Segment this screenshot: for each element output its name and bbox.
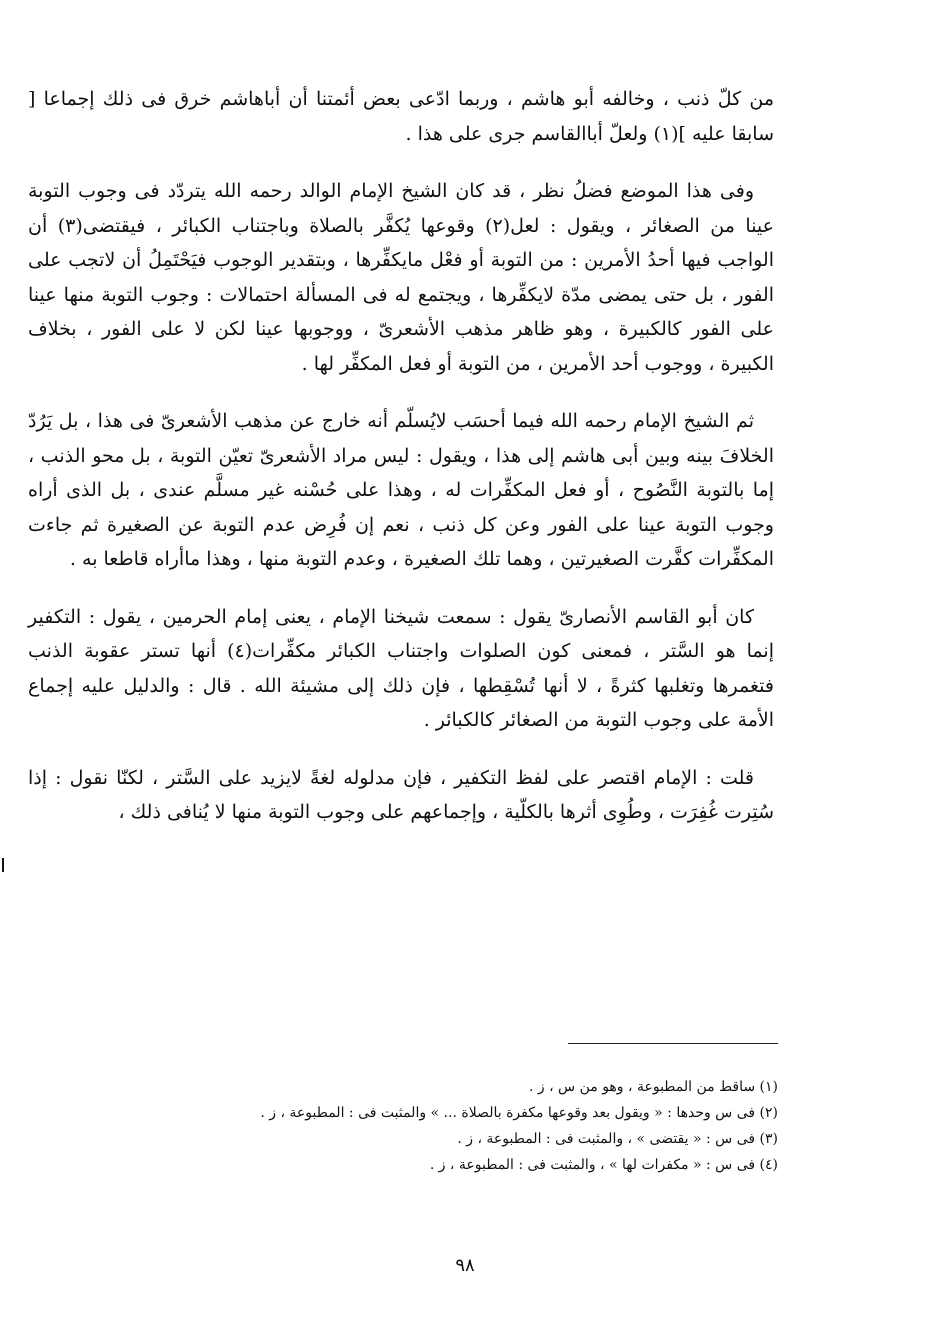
footnote: (٢) فى س وحدها : « ويقول بعد وقوعها مكفرة بالصلاة ... » والمثبت فى : المطبوعة ، ز . xyxy=(260,1105,778,1121)
paragraph: من كلّ ذنب ، وخالفه أبو هاشم ، وربما ادّعى بعض أئمتنا أن أباهاشم خرق فى ذلك إجماعا [ سابقا عليه ](١) ولعلّ أباالقاسم جرى على هذا . xyxy=(28,88,774,145)
footnote: (١) ساقط من المطبوعة ، وهو من س ، ز . xyxy=(528,1079,778,1095)
main-text xyxy=(28,82,774,853)
paragraph: ثم الشيخ الإمام رحمه الله فيما أحسَب لايُسلّم أنه خارج عن مذهب الأشعرىّ فى هذا ، بل يَرُدّ الخلافَ بينه وبين أبى هاشم إلى هذا ، ويقول : ليس مراد الأشعرىّ تعيّن التوبة ، بل محو الذنب ، إما بالتوبة النَّصُوح ، أو فعل المكفِّرات له ، وهذا على حُسْنه غير مسلَّم عندى ، بل الذى أراه وجوب التوبة عينا على الفور وعن كل ذنب ، نعم إن فُرِض عدم التوبة عن الصغيرة ثم جاءت المكفِّرات كفَّرت الصغيرتين ، وهما تلك الصغيرة ، وعدم التوبة منها ، وهذا ماأراه قاطعا به . xyxy=(28,410,774,570)
footnote-separator xyxy=(568,1043,778,1044)
footnotes xyxy=(110,1074,778,1178)
paragraph: كان أبو القاسم الأنصارىّ يقول : سمعت شيخنا الإمام ، يعنى إمام الحرمين ، يقول : التكفير إنما هو السَّتر ، فمعنى كون الصلوات واجتناب الكبائر مكفِّرات(٤) أنها تستر عقوبة الذنب فتغمرها وتغلبها كثرةً ، لا أنها تُسْقِطها ، فإن ذلك إلى مشيئة الله . قال : والدليل عليه إجماع الأمة على وجوب التوبة من الصغائر كالكبائر . xyxy=(28,605,774,731)
footnote: (٣) فى س : « يقتضى » ، والمثبت فى : المطبوعة ، ز . xyxy=(457,1131,778,1147)
footnote: (٤) فى س : « مكفرات لها » ، والمثبت فى : المطبوعة ، ز . xyxy=(429,1157,778,1173)
paragraph: وفى هذا الموضع فضلُ نظر ، قد كان الشيخ الإمام الوالد رحمه الله يتردّد فى وجوب التوبة عينا من الصغائر ، ويقول : لعل(٢) وقوعها يُكفَّر بالصلاة وباجتناب الكبائر ، فيقتضى(٣) أن الواجب فيها أحدُ الأمرين : من التوبة أو فعْل مايكفِّرها ، وبتقدير الوجوب فيَحْتَمِلُ أن لاتجب على الفور ، بل حتى يمضى مدّة لايكفِّرها ، ويجتمع له فى المسألة احتمالات : وجوب التوبة منها عينا على الفور كالكبيرة ، وهو ظاهر مذهب الأشعرىّ ، ووجوبها عينا لكن لا على الفور ، بخلاف الكبيرة ، ووجوب أحد الأمرين ، من التوبة أو فعل المكفِّر لها . xyxy=(28,180,775,375)
paragraph: قلت : الإمام اقتصر على لفظ التكفير ، فإن مدلوله لغةً لايزيد على السَّتر ، لكنّا نقول : إذا سُتِرت غُفِرَت ، وطُوِى أثرها بالكلّية ، وإجماعهم على وجوب التوبة منها لا يُنافى ذلك ، xyxy=(28,766,774,823)
margin-mark xyxy=(2,858,4,872)
page-number: ٩٨ xyxy=(455,1255,475,1276)
